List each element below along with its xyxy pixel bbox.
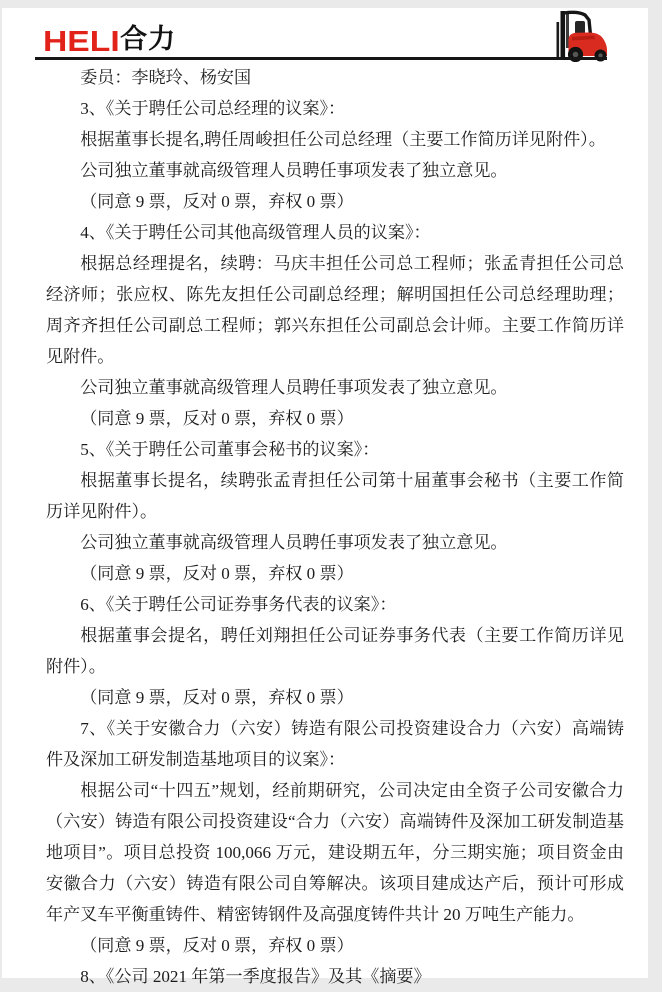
forklift-icon — [542, 10, 612, 62]
paragraph: 根据董事长提名，续聘张孟青担任公司第十届董事会秘书（主要工作简历详见附件）。 — [46, 471, 624, 521]
heli-logo-latin-text: HELI — [43, 24, 120, 58]
heli-logo-cjk-text: 合力 — [120, 24, 177, 54]
paragraph: 公司独立董事就高级管理人员聘任事项发表了独立意见。 — [80, 533, 508, 552]
resolution-heading: 6、《关于聘任公司证券事务代表的议案》： — [80, 595, 397, 614]
document-page — [2, 8, 648, 986]
paragraph: 根据董事会提名，聘任刘翔担任公司证券事务代表（主要工作简历详见附件）。 — [46, 626, 624, 676]
page-header — [2, 8, 648, 60]
resolution-heading: 4、《关于聘任公司其他高级管理人员的议案》： — [80, 223, 431, 242]
vote-result-line: （同意 9 票，反对 0 票，弃权 0 票） — [80, 688, 354, 707]
heli-logo — [43, 24, 177, 58]
vote-result-line: （同意 9 票，反对 0 票，弃权 0 票） — [80, 192, 354, 211]
resolution-heading: 5、《关于聘任公司董事会秘书的议案》： — [80, 440, 380, 459]
resolution-heading: 7、《关于安徽合力（六安）铸造有限公司投资建设合力（六安）高端铸件及深加工研发制造基地项目的议案》： — [46, 719, 624, 769]
vote-result-line: （同意 9 票，反对 0 票，弃权 0 票） — [80, 409, 354, 428]
resolution-heading: 8、《公司 2021 年第一季度报告》及其《摘要》 — [80, 967, 431, 986]
paragraph: 公司独立董事就高级管理人员聘任事项发表了独立意见。 — [80, 378, 508, 397]
header-rule — [35, 57, 607, 60]
paragraph: 根据董事长提名,聘任周峻担任公司总经理（主要工作简历详见附件）。 — [80, 130, 606, 149]
vote-result-line: （同意 9 票，反对 0 票，弃权 0 票） — [80, 936, 354, 955]
paragraph: 根据总经理提名，续聘：马庆丰担任公司总工程师；张孟青担任公司总经济师；张应权、陈先友担任公司副总经理；解明国担任公司总经理助理；周齐齐担任公司副总工程师；郭兴东担任公司副总会计师。主要工作简历详见附件。 — [46, 254, 624, 366]
resolution-heading: 3、《关于聘任公司总经理的议案》： — [80, 99, 346, 118]
document-body — [2, 60, 648, 992]
paragraph: 公司独立董事就高级管理人员聘任事项发表了独立意见。 — [80, 161, 508, 180]
paragraph: 根据公司“十四五”规划，经前期研究，公司决定由全资子公司安徽合力（六安）铸造有限公司投资建设“合力（六安）高端铸件及深加工研发制造基地项目”。项目总投资 100,066 万元，建设期五年，分三期实施；项目资金由安徽合力（六安）铸造有限公司自筹解决。该项目建成达产后，预计可形成年产叉车平衡重铸件、精密铸钢件及高强度铸件共计 20 万吨生产能力。 — [46, 781, 624, 924]
paragraph: 委员：李晓玲、杨安国 — [80, 68, 252, 87]
vote-result-line: （同意 9 票，反对 0 票，弃权 0 票） — [80, 564, 354, 583]
